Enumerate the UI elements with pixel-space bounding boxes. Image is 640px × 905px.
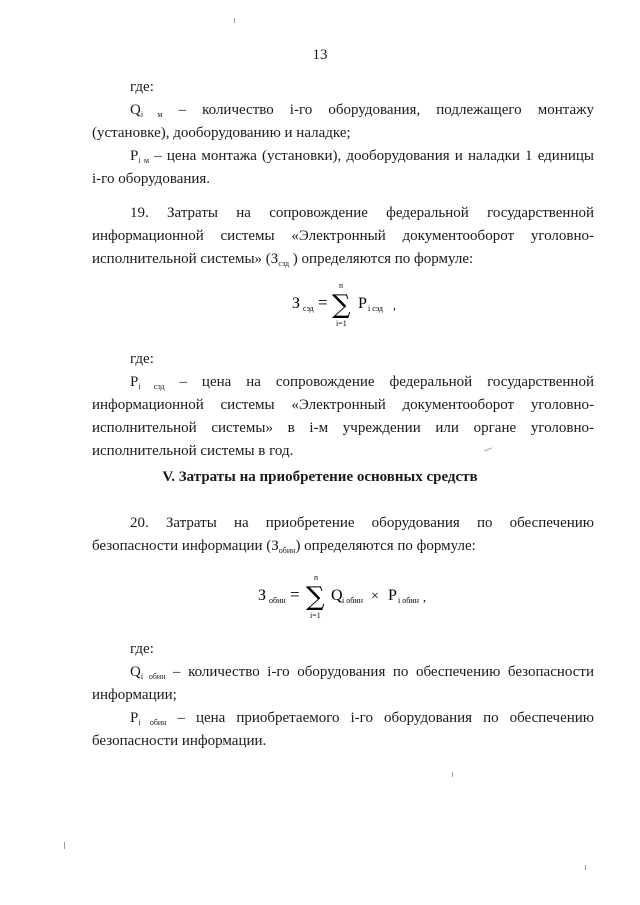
definition-p-sed-line3: исполнительной системы» в i-м учреждении или органе уголовно- xyxy=(92,420,594,436)
definition-p-sed-line4: исполнительной системы в год. xyxy=(92,443,294,459)
item-19-line3-end: ) определяются по формуле: xyxy=(292,251,474,267)
definition-q-line1 xyxy=(92,99,594,122)
definition-p-sed-text: – цена на сопровождение федеральной государственной xyxy=(179,374,594,390)
symbol-z-subscript: обин xyxy=(278,546,296,555)
formula-sed-svg xyxy=(0,276,640,336)
item-19-line3 xyxy=(92,248,594,271)
definition-p-sed-line2: информационной системы «Электронный документооборот уголовно- xyxy=(92,397,594,413)
symbol-p-subscript: i обин xyxy=(138,718,167,727)
symbol-p-subscript: i сэд xyxy=(138,382,165,391)
formula-p: P xyxy=(388,587,397,604)
item-19-paragraph xyxy=(92,202,594,271)
definition-q-obin-text: – количество i-го оборудования по обеспечению безопасности xyxy=(173,664,594,680)
formula-lhs: З xyxy=(292,295,301,312)
definition-p-line1 xyxy=(92,145,594,168)
symbol-z-subscript: сэд xyxy=(278,259,290,268)
item-20-line2-start: безопасности информации ( xyxy=(92,538,272,554)
symbol-q-subscript: i м xyxy=(140,110,163,119)
symbol-q: Q xyxy=(130,664,141,680)
symbol-q-subscript: i обин xyxy=(140,672,166,681)
formula-term-subscript: i сэд xyxy=(368,304,383,313)
formula-lhs-subscript: сэд xyxy=(303,304,314,313)
definition-q-obin-line2: информации; xyxy=(92,687,177,703)
definition-p-obin-text: – цена приобретаемого i-го оборудования по обеспечению xyxy=(177,710,595,726)
formula-lhs-subscript: обин xyxy=(269,596,286,605)
scan-speck xyxy=(452,772,453,777)
symbol-p: P xyxy=(130,374,139,390)
symbol-q: Q xyxy=(130,102,141,118)
definition-q-obin-line1 xyxy=(92,661,594,684)
definition-p-obin-line1 xyxy=(92,707,594,730)
sum-upper-limit: n xyxy=(339,281,343,290)
definition-p-line2: i-го оборудования. xyxy=(92,171,211,187)
formula-p-subscript: i обин xyxy=(398,596,419,605)
symbol-p: P xyxy=(130,710,139,726)
formula-q-subscript: i обин xyxy=(342,596,363,605)
formula-q: Q xyxy=(331,587,343,604)
item-20-paragraph xyxy=(92,512,594,558)
definition-q-line2: (установке), дооборудованию и наладке; xyxy=(92,125,351,141)
definition-p-sed-line1 xyxy=(92,371,594,394)
sum-lower-limit: i=1 xyxy=(310,611,321,620)
section-heading: V. Затраты на приобретение основных средств xyxy=(162,469,478,485)
formula-obin-svg xyxy=(0,568,640,628)
formula-term: P xyxy=(358,295,367,312)
formula-obin xyxy=(0,568,640,628)
definition-q-text: – количество i-го оборудования, подлежащего монтажу xyxy=(178,102,595,118)
definitions-block-c xyxy=(92,638,594,753)
sum-lower-limit: i=1 xyxy=(336,319,347,328)
definitions-block-a xyxy=(92,76,594,191)
item-20-line2-end: ) определяются по формуле: xyxy=(295,538,476,554)
sum-upper-limit: n xyxy=(314,573,318,582)
where-label: где: xyxy=(130,641,154,657)
formula-comma: , xyxy=(423,590,426,604)
item-19-line1: 19. Затраты на сопровождение федеральной государственной xyxy=(130,205,594,221)
symbol-p-subscript: i м xyxy=(138,156,150,165)
item-20-line2 xyxy=(92,535,594,558)
item-19-line3-start: исполнительной системы» ( xyxy=(92,251,271,267)
definitions-block-b xyxy=(92,348,594,463)
formula-equals: = xyxy=(290,585,300,604)
formula-lhs: З xyxy=(258,587,267,604)
sum-sign: ∑ xyxy=(306,582,325,612)
formula-sed xyxy=(0,276,640,336)
item-19-line2: информационной системы «Электронный документооборот уголовно- xyxy=(92,228,594,244)
formula-equals: = xyxy=(318,293,328,312)
symbol-z: З xyxy=(270,251,279,267)
scan-speck xyxy=(234,18,235,23)
formula-comma: , xyxy=(393,298,396,312)
symbol-p: P xyxy=(130,148,139,164)
definition-p-text: – цена монтажа (установки), дооборудования и наладки 1 единицы xyxy=(154,148,594,164)
formula-times: × xyxy=(371,589,379,604)
definition-p-obin-line2: безопасности информации. xyxy=(92,733,267,749)
where-label: где: xyxy=(130,79,154,95)
sum-sign: ∑ xyxy=(332,290,351,320)
where-label: где: xyxy=(130,351,154,367)
scan-speck xyxy=(64,842,65,849)
symbol-z: З xyxy=(271,538,279,554)
scan-speck xyxy=(585,865,586,870)
item-20-line1: 20. Затраты на приобретение оборудования по обеспечению xyxy=(130,515,594,531)
page-number: 13 xyxy=(312,47,328,63)
